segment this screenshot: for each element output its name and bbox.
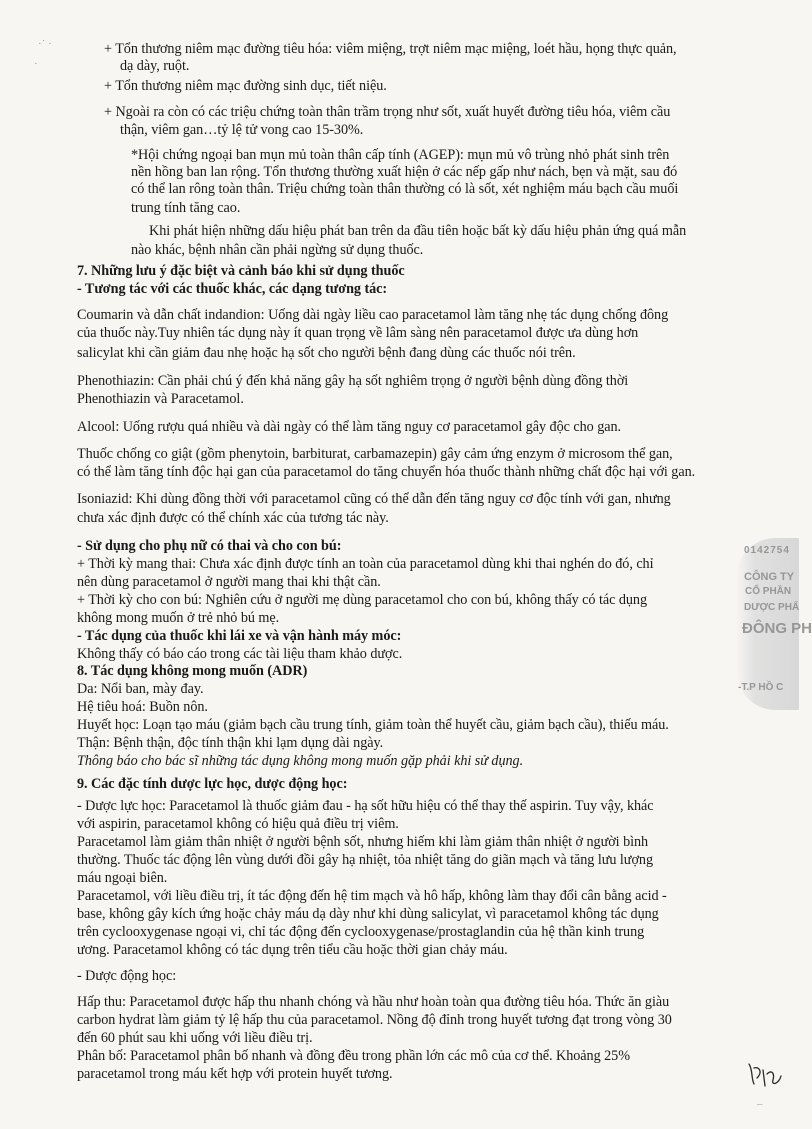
stamp-line: ĐÔNG PH [742,620,812,637]
lactation-line: + Thời kỳ cho con bú: Nghiên cứu ở người mẹ dùng paracetamol cho con bú, không thấy có tác dụng [77,592,648,608]
agep-line: nền hồng ban lan rộng. Tổn thương thường xuất hiện ở các nếp gấp như nách, bẹn và mặt, sau đó [131,164,678,180]
scan-speck: ·˙ · [38,38,52,50]
bullet-systemic-symptoms-cont: thận, viêm gan…tỷ lệ tử vong cao 15-30%. [120,122,364,138]
adr-notice: Thông báo cho bác sĩ những tác dụng không mong muốn gặp phải khi sử dụng. [77,753,524,769]
adr-blood: Huyết học: Loạn tạo máu (giảm bạch cầu trung tính, giảm toàn thể huyết cầu, giảm bạch cầu), thiếu máu. [77,717,669,733]
agep-line: có thể lan rông toàn thân. Triệu chứng toàn thân thường có là sốt, xét nghiệm máu bạch cầu muối [131,181,679,197]
alcohol-line: Alcool: Uống rượu quá nhiều và dài ngày có thể làm tăng nguy cơ paracetamol gây độc cho gan. [77,419,622,435]
coumarin-line: Coumarin và dẫn chất indandion: Uống dài ngày liều cao paracetamol làm tăng nhẹ tác dụng chống đông [77,307,669,323]
advice-line: Khi phát hiện những dấu hiệu phát ban trên da đầu tiên hoặc bất kỳ dấu hiệu phản ứng quá mẫn [149,223,687,239]
bullet-genital-mucosa: + Tổn thương niêm mạc đường sinh dục, tiết niệu. [104,78,387,94]
pharmacodynamics-line: Paracetamol, với liều điều trị, ít tác động đến hệ tim mạch và hô hấp, không làm thay đổi cân bằng acid - [77,888,667,904]
section-8-heading: 8. Tác dụng không mong muốn (ADR) [77,663,308,679]
pharmacodynamics-line: thường. Thuốc tác động lên vùng dưới đồi gây hạ nhiệt, tỏa nhiệt tăng do giãn mạch và tăng lưu lượng [77,852,653,868]
phenothiazin-line: Phenothiazin và Paracetamol. [77,391,244,407]
company-stamp [736,538,812,710]
phenothiazin-line: Phenothiazin: Cần phải chú ý đến khả năng gây hạ sốt nghiêm trọng ở người bệnh dùng đồng thời [77,373,629,389]
absorption-line: đến 60 phút sau khi uống với liều điều trị. [77,1030,313,1046]
section-7-heading: 7. Những lưu ý đặc biệt và cảnh báo khi sử dụng thuốc [77,263,405,279]
stamp-line: DƯỢC PHẨ [744,602,800,613]
absorption-line: carbon hydrat làm giảm tỷ lệ hấp thu của paracetamol. Nồng độ đỉnh trong huyết tương đạt trong vòng 30 [77,1012,672,1028]
driving-line: Không thấy có báo cáo trong các tài liệu tham khảo dược. [77,646,403,662]
anticonvulsant-line: Thuốc chống co giật (gồm phenytoin, barbiturat, carbamazepin) gây cảm ứng enzym ở microsom thể gan, [77,446,673,462]
stamp-line: CÔNG TY [744,571,795,583]
bullet-digestive-mucosa: + Tổn thương niêm mạc đường tiêu hóa: viêm miệng, trợt niêm mạc miệng, loét hầu, họng thực quản, [104,41,677,57]
coumarin-line: salicylat khi cần giảm đau nhẹ hoặc hạ sốt cho người bệnh đang dùng các thuốc nói trên. [77,345,576,361]
bullet-digestive-mucosa-cont: dạ dày, ruột. [120,58,190,74]
pharmacodynamics-line: máu ngoại biên. [77,870,168,886]
section-9-heading: 9. Các đặc tính dược lực học, dược động học: [77,776,348,792]
pregnancy-line: nên dùng paracetamol ở người mang thai khi thật cần. [77,574,381,590]
isoniazid-line: Isoniazid: Khi dùng đồng thời với paracetamol cũng có thể dẫn đến tăng nguy cơ độc tính với gan, nhưng [77,491,671,507]
adr-skin: Da: Nổi ban, mày đay. [77,681,204,697]
stamp-line: 0142754 [744,545,790,556]
pregnancy-line: + Thời kỳ mang thai: Chưa xác định được tính an toàn của paracetamol dùng khi thai nghén do đó, chỉ [77,556,654,572]
pharmacodynamics-line: base, không gây kích ứng hoặc chảy máu dạ dày như khi dùng salicylat, vì paracetamol không tác dụng [77,906,659,922]
pharmacodynamics-line: ương. Paracetamol không có tác dụng trên tiểu cầu hoặc thời gian chảy máu. [77,942,508,958]
adr-digestive: Hệ tiêu hoá: Buồn nôn. [77,699,208,715]
pregnancy-subheading: - Sử dụng cho phụ nữ có thai và cho con bú: [77,538,342,554]
scan-speck: ‒ [757,1098,763,1110]
scan-speck: · [34,58,38,70]
pharmacokinetics-subheading: - Dược động học: [77,968,177,984]
pharmacodynamics-line: Paracetamol làm giảm thân nhiệt ở người bệnh sốt, nhưng hiếm khi làm giảm thân nhiệt ở người bình [77,834,649,850]
pharmacodynamics-line: - Dược lực học: Paracetamol là thuốc giảm đau - hạ sốt hữu hiệu có thể thay thế aspirin. Tuy vậy, khác [77,798,654,814]
anticonvulsant-line: có thể làm tăng tính độc hại gan của paracetamol do tăng chuyển hóa thuốc thành những chất độc hại với gan. [77,464,696,480]
agep-line: *Hội chứng ngoại ban mụn mủ toàn thân cấp tính (AGEP): mụn mủ vô trùng nhỏ phát sinh trên [131,147,670,163]
distribution-line: paracetamol trong máu kết hợp với protein huyết tương. [77,1066,393,1082]
stamp-line: CỔ PHẦN [745,586,792,597]
stamp-line: -T.P HỒ C [738,682,784,693]
absorption-line: Hấp thu: Paracetamol được hấp thu nhanh chóng và hầu như hoàn toàn qua đường tiêu hóa. Thức ăn giàu [77,994,670,1010]
distribution-line: Phân bố: Paracetamol phân bố nhanh và đồng đều trong phần lớn các mô của cơ thể. Khoảng 25% [77,1048,630,1064]
bullet-systemic-symptoms: + Ngoài ra còn có các triệu chứng toàn thân trầm trọng như sốt, xuất huyết đường tiêu hóa, viêm cầu [104,104,671,120]
agep-line: trung tính tăng cao. [131,200,241,216]
adr-kidney: Thận: Bệnh thận, độc tính thận khi lạm dụng dài ngày. [77,735,384,751]
coumarin-line: của thuốc này.Tuy nhiên tác dụng này ít quan trọng về lâm sàng nên paracetamol được ưa dùng hơn [77,325,639,341]
interactions-subheading: - Tương tác với các thuốc khác, các dạng tương tác: [77,281,388,297]
advice-line: nào khác, bệnh nhân cần phải ngừng sử dụng thuốc. [131,242,424,258]
pharmacodynamics-line: trên cyclooxygenase ngoại vi, chỉ tác động đến cyclooxygenase/prostaglandin của hệ thần kinh trung [77,924,645,940]
lactation-line: không mong muốn ở trẻ nhỏ bú mẹ. [77,610,280,626]
isoniazid-line: chưa xác định được có thể chính xác của tương tác này. [77,510,389,526]
driving-subheading: - Tác dụng của thuốc khi lái xe và vận hành máy móc: [77,628,402,644]
pharmacodynamics-line: với aspirin, paracetamol không có hiệu quả điều trị viêm. [77,816,399,832]
signature-mark [745,1060,785,1090]
